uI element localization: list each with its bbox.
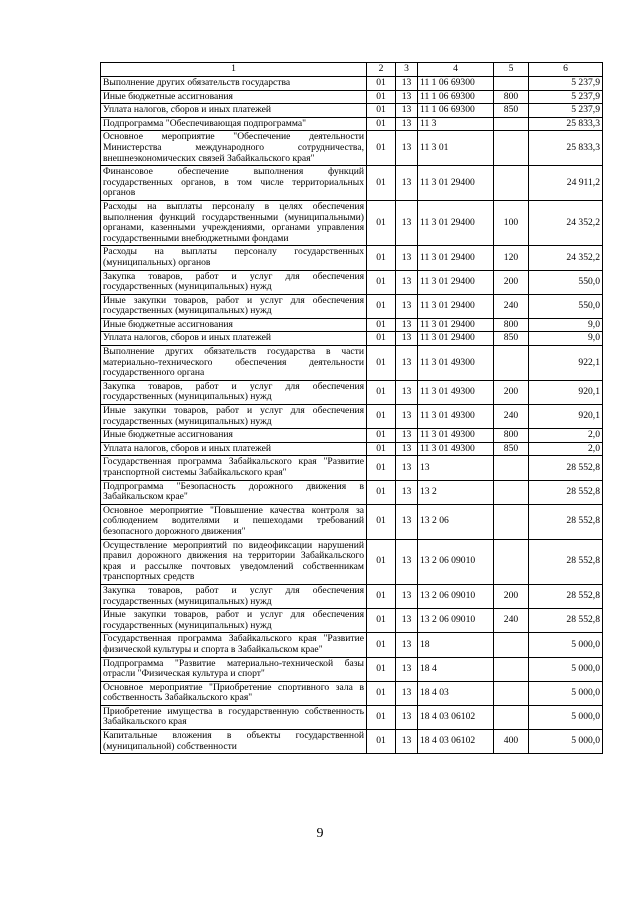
- table-row: [101, 681, 603, 705]
- table-row: [101, 104, 603, 118]
- cell-subsection: 13: [396, 480, 418, 504]
- header-col-2: 2: [367, 63, 396, 77]
- table-header-row: [101, 63, 603, 77]
- cell-expense-type: 240: [494, 294, 529, 318]
- table-row: [101, 584, 603, 608]
- table-body: [101, 77, 603, 754]
- cell-target-article: 11 3 01 49300: [418, 405, 494, 429]
- cell-amount: 28 552,8: [529, 539, 603, 584]
- cell-name: Выполнение других обязательств государства в части материально-технического обеспечения деятельности государственного органа: [101, 346, 367, 381]
- cell-expense-type: 800: [494, 90, 529, 104]
- cell-subsection: 13: [396, 609, 418, 633]
- cell-section: 01: [367, 633, 396, 657]
- cell-target-article: 11 1 06 69300: [418, 90, 494, 104]
- cell-expense-type: [494, 539, 529, 584]
- cell-section: 01: [367, 246, 396, 270]
- cell-name: Подпрограмма "Развитие материально-технической базы отрасли "Физическая культура и спорт": [101, 657, 367, 681]
- cell-name: Уплата налогов, сборов и иных платежей: [101, 442, 367, 456]
- cell-name: Основное мероприятие "Приобретение спортивного зала в собственность Забайкальского края": [101, 681, 367, 705]
- table-row: [101, 730, 603, 754]
- table-row: [101, 346, 603, 381]
- cell-amount: 9,0: [529, 318, 603, 332]
- cell-name: Расходы на выплаты персоналу в целях обеспечения выполнения функций государственными (муниципальными) органами, казенными учреждениями, органами управления государственными внебюджетными фондами: [101, 200, 367, 245]
- cell-section: 01: [367, 332, 396, 346]
- cell-name: Основное мероприятие "Обеспечение деятельности Министерства международного сотрудничества, внешнеэкономических связей Забайкальского края": [101, 131, 367, 166]
- cell-amount: 28 552,8: [529, 609, 603, 633]
- cell-amount: 5 237,9: [529, 77, 603, 91]
- cell-subsection: 13: [396, 380, 418, 404]
- cell-target-article: 11 1 06 69300: [418, 104, 494, 118]
- cell-expense-type: [494, 346, 529, 381]
- table-row: [101, 166, 603, 201]
- cell-name: Государственная программа Забайкальского края "Развитие физической культуры и спорта в Забайкальском крае": [101, 633, 367, 657]
- cell-amount: 920,1: [529, 380, 603, 404]
- cell-target-article: 13: [418, 456, 494, 480]
- cell-subsection: 13: [396, 405, 418, 429]
- table-row: [101, 504, 603, 539]
- cell-subsection: 13: [396, 246, 418, 270]
- cell-target-article: 11 3: [418, 117, 494, 131]
- cell-section: 01: [367, 405, 396, 429]
- cell-target-article: 11 3 01: [418, 131, 494, 166]
- table-row: [101, 294, 603, 318]
- cell-target-article: 18 4 03 06102: [418, 705, 494, 729]
- cell-name: Уплата налогов, сборов и иных платежей: [101, 332, 367, 346]
- cell-expense-type: 240: [494, 405, 529, 429]
- budget-table: [100, 62, 603, 754]
- cell-expense-type: [494, 504, 529, 539]
- cell-name: Подпрограмма "Безопасность дорожного движения в Забайкальском крае": [101, 480, 367, 504]
- cell-amount: 5 000,0: [529, 705, 603, 729]
- table-row: [101, 705, 603, 729]
- table-row: [101, 90, 603, 104]
- cell-amount: 25 833,3: [529, 117, 603, 131]
- cell-target-article: 11 3 01 29400: [418, 332, 494, 346]
- cell-name: Подпрограмма "Обеспечивающая подпрограмма": [101, 117, 367, 131]
- cell-subsection: 13: [396, 442, 418, 456]
- cell-target-article: 11 3 01 49300: [418, 346, 494, 381]
- cell-section: 01: [367, 539, 396, 584]
- cell-subsection: 13: [396, 318, 418, 332]
- cell-section: 01: [367, 730, 396, 754]
- cell-expense-type: 200: [494, 584, 529, 608]
- cell-amount: 550,0: [529, 270, 603, 294]
- cell-name: Иные закупки товаров, работ и услуг для обеспечения государственных (муниципальных) нужд: [101, 294, 367, 318]
- cell-amount: 28 552,8: [529, 456, 603, 480]
- cell-subsection: 13: [396, 131, 418, 166]
- cell-subsection: 13: [396, 584, 418, 608]
- cell-subsection: 13: [396, 294, 418, 318]
- cell-amount: 28 552,8: [529, 584, 603, 608]
- cell-section: 01: [367, 346, 396, 381]
- cell-subsection: 13: [396, 117, 418, 131]
- cell-target-article: 11 3 01 29400: [418, 270, 494, 294]
- cell-name: Основное мероприятие "Повышение качества контроля за соблюдением водителями и пешеходами требований безопасного дорожного движения": [101, 504, 367, 539]
- header-col-1: 1: [101, 63, 367, 77]
- cell-section: 01: [367, 442, 396, 456]
- cell-name: Государственная программа Забайкальского края "Развитие транспортной системы Забайкальского края": [101, 456, 367, 480]
- header-col-5: 5: [494, 63, 529, 77]
- table-row: [101, 117, 603, 131]
- cell-target-article: 13 2 06 09010: [418, 584, 494, 608]
- cell-amount: 28 552,8: [529, 504, 603, 539]
- cell-name: Иные бюджетные ассигнования: [101, 90, 367, 104]
- table-row: [101, 200, 603, 245]
- cell-name: Выполнение других обязательств государства: [101, 77, 367, 91]
- cell-name: Иные бюджетные ассигнования: [101, 429, 367, 443]
- cell-expense-type: 120: [494, 246, 529, 270]
- cell-target-article: 11 3 01 29400: [418, 166, 494, 201]
- table-row: [101, 480, 603, 504]
- cell-subsection: 13: [396, 90, 418, 104]
- cell-expense-type: [494, 117, 529, 131]
- cell-expense-type: 850: [494, 104, 529, 118]
- cell-amount: 24 352,2: [529, 246, 603, 270]
- cell-name: Иные закупки товаров, работ и услуг для обеспечения государственных (муниципальных) нужд: [101, 405, 367, 429]
- cell-target-article: 11 3 01 49300: [418, 429, 494, 443]
- cell-amount: 24 352,2: [529, 200, 603, 245]
- cell-subsection: 13: [396, 166, 418, 201]
- cell-section: 01: [367, 681, 396, 705]
- cell-subsection: 13: [396, 429, 418, 443]
- cell-expense-type: 850: [494, 442, 529, 456]
- cell-expense-type: 200: [494, 270, 529, 294]
- cell-target-article: 11 1 06 69300: [418, 77, 494, 91]
- table-row: [101, 609, 603, 633]
- cell-section: 01: [367, 504, 396, 539]
- cell-target-article: 11 3 01 29400: [418, 246, 494, 270]
- cell-name: Уплата налогов, сборов и иных платежей: [101, 104, 367, 118]
- cell-subsection: 13: [396, 332, 418, 346]
- cell-section: 01: [367, 294, 396, 318]
- cell-name: Иные бюджетные ассигнования: [101, 318, 367, 332]
- header-col-3: 3: [396, 63, 418, 77]
- cell-amount: 2,0: [529, 429, 603, 443]
- cell-section: 01: [367, 77, 396, 91]
- cell-expense-type: 800: [494, 318, 529, 332]
- cell-amount: 922,1: [529, 346, 603, 381]
- cell-section: 01: [367, 166, 396, 201]
- cell-subsection: 13: [396, 200, 418, 245]
- cell-expense-type: [494, 131, 529, 166]
- cell-section: 01: [367, 429, 396, 443]
- cell-name: Приобретение имущества в государственную собственность Забайкальского края: [101, 705, 367, 729]
- cell-subsection: 13: [396, 504, 418, 539]
- cell-amount: 2,0: [529, 442, 603, 456]
- table-row: [101, 318, 603, 332]
- cell-expense-type: [494, 77, 529, 91]
- cell-expense-type: 800: [494, 429, 529, 443]
- cell-section: 01: [367, 131, 396, 166]
- cell-target-article: 13 2 06: [418, 504, 494, 539]
- cell-expense-type: 240: [494, 609, 529, 633]
- cell-amount: 550,0: [529, 294, 603, 318]
- cell-amount: 24 911,2: [529, 166, 603, 201]
- cell-subsection: 13: [396, 77, 418, 91]
- cell-section: 01: [367, 456, 396, 480]
- cell-target-article: 18 4 03 06102: [418, 730, 494, 754]
- cell-expense-type: 400: [494, 730, 529, 754]
- cell-amount: 9,0: [529, 332, 603, 346]
- cell-target-article: 11 3 01 29400: [418, 200, 494, 245]
- table-row: [101, 442, 603, 456]
- cell-amount: 5 000,0: [529, 633, 603, 657]
- cell-subsection: 13: [396, 456, 418, 480]
- table-row: [101, 539, 603, 584]
- cell-expense-type: [494, 657, 529, 681]
- cell-section: 01: [367, 90, 396, 104]
- table-row: [101, 77, 603, 91]
- cell-amount: 25 833,3: [529, 131, 603, 166]
- cell-name: Капитальные вложения в объекты государственной (муниципальной) собственности: [101, 730, 367, 754]
- cell-target-article: 11 3 01 29400: [418, 294, 494, 318]
- table-row: [101, 657, 603, 681]
- table-row: [101, 270, 603, 294]
- cell-name: Закупка товаров, работ и услуг для обеспечения государственных (муниципальных) нужд: [101, 270, 367, 294]
- table-row: [101, 405, 603, 429]
- cell-target-article: 11 3 01 29400: [418, 318, 494, 332]
- cell-amount: 5 237,9: [529, 104, 603, 118]
- table-row: [101, 332, 603, 346]
- cell-section: 01: [367, 270, 396, 294]
- cell-section: 01: [367, 380, 396, 404]
- cell-name: Закупка товаров, работ и услуг для обеспечения государственных (муниципальных) нужд: [101, 380, 367, 404]
- cell-section: 01: [367, 584, 396, 608]
- cell-section: 01: [367, 609, 396, 633]
- table-row: [101, 456, 603, 480]
- cell-subsection: 13: [396, 730, 418, 754]
- cell-expense-type: 850: [494, 332, 529, 346]
- cell-subsection: 13: [396, 681, 418, 705]
- cell-expense-type: [494, 633, 529, 657]
- cell-expense-type: [494, 456, 529, 480]
- cell-expense-type: [494, 681, 529, 705]
- table-row: [101, 246, 603, 270]
- cell-target-article: 18: [418, 633, 494, 657]
- cell-name: Иные закупки товаров, работ и услуг для обеспечения государственных (муниципальных) нужд: [101, 609, 367, 633]
- cell-target-article: 11 3 01 49300: [418, 442, 494, 456]
- cell-subsection: 13: [396, 539, 418, 584]
- cell-expense-type: 200: [494, 380, 529, 404]
- cell-expense-type: [494, 166, 529, 201]
- cell-amount: 5 237,9: [529, 90, 603, 104]
- cell-section: 01: [367, 657, 396, 681]
- cell-name: Закупка товаров, работ и услуг для обеспечения государственных (муниципальных) нужд: [101, 584, 367, 608]
- cell-section: 01: [367, 117, 396, 131]
- page-number: 9: [316, 826, 324, 841]
- cell-name: Осуществление мероприятий по видеофиксации нарушений правил дорожного движения на территории Забайкальского края и рассылке почтовых уведомлений собственникам транспортных средств: [101, 539, 367, 584]
- table-row: [101, 633, 603, 657]
- cell-target-article: 13 2 06 09010: [418, 609, 494, 633]
- cell-target-article: 18 4 03: [418, 681, 494, 705]
- cell-subsection: 13: [396, 346, 418, 381]
- table-row: [101, 131, 603, 166]
- cell-amount: 5 000,0: [529, 681, 603, 705]
- header-col-6: 6: [529, 63, 603, 77]
- cell-amount: 28 552,8: [529, 480, 603, 504]
- table-row: [101, 429, 603, 443]
- cell-target-article: 13 2 06 09010: [418, 539, 494, 584]
- cell-amount: 5 000,0: [529, 657, 603, 681]
- cell-section: 01: [367, 705, 396, 729]
- cell-expense-type: 100: [494, 200, 529, 245]
- cell-amount: 5 000,0: [529, 730, 603, 754]
- cell-name: Финансовое обеспечение выполнения функций государственных органов, в том числе территориальных органов: [101, 166, 367, 201]
- cell-expense-type: [494, 705, 529, 729]
- cell-subsection: 13: [396, 657, 418, 681]
- cell-target-article: 18 4: [418, 657, 494, 681]
- cell-subsection: 13: [396, 104, 418, 118]
- cell-subsection: 13: [396, 705, 418, 729]
- cell-target-article: 11 3 01 49300: [418, 380, 494, 404]
- cell-name: Расходы на выплаты персоналу государственных (муниципальных) органов: [101, 246, 367, 270]
- cell-expense-type: [494, 480, 529, 504]
- cell-section: 01: [367, 200, 396, 245]
- table-row: [101, 380, 603, 404]
- header-col-4: 4: [418, 63, 494, 77]
- cell-section: 01: [367, 104, 396, 118]
- cell-section: 01: [367, 318, 396, 332]
- cell-section: 01: [367, 480, 396, 504]
- cell-subsection: 13: [396, 270, 418, 294]
- cell-target-article: 13 2: [418, 480, 494, 504]
- cell-subsection: 13: [396, 633, 418, 657]
- cell-amount: 920,1: [529, 405, 603, 429]
